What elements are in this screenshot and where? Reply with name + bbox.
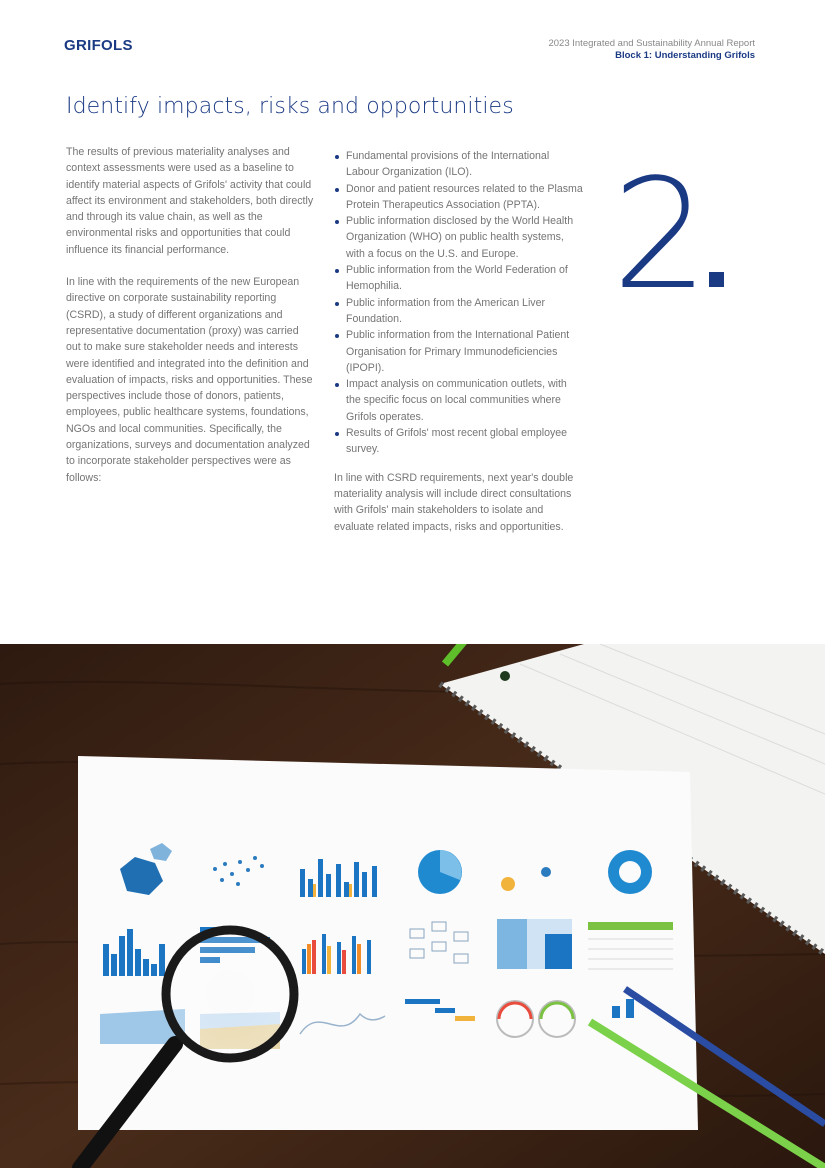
page-title: Identify impacts, risks and opportunities [66, 94, 514, 119]
section-number-digit: 2 [612, 146, 705, 323]
paragraph-csrd: In line with the requirements of the new European directive on corporate sustainability reporting (CSRD), a study of different organizations and representative documentation (proxy) was carried out to make sure stakeholder needs and interests were identified and integrated into the definition and evaluation of impacts, risks and opportunities. These perspectives include those of donors, patients, employees, public healthcare systems, foundations, NGOs and local communities. Specifically, the organizations, surveys and documentation analyzed to incorporate stakeholder perspectives were as follows: [66, 276, 313, 484]
dashboard-photo [0, 644, 825, 1168]
left-column [66, 144, 314, 502]
list-item: Public information from the International Patient Organisation for Primary Immunodeficiencies (IPOPI). [334, 327, 584, 376]
section-number-dot [709, 272, 724, 287]
right-column [334, 148, 584, 551]
report-title: 2023 Integrated and Sustainability Annual Report [548, 38, 755, 49]
list-item: Public information from the World Federation of Hemophilia. [334, 262, 584, 295]
stakeholder-sources-list [334, 148, 584, 458]
list-item: Impact analysis on communication outlets, with the specific focus on local communities where Grifols operates. [334, 376, 584, 425]
block-label: Block 1: Understanding Grifols [615, 50, 755, 61]
paragraph-context: The results of previous materiality analyses and context assessments were used as a baseline to identify material aspects of Grifols' activity that could affect its environment and stakeholders, both directly and through its value chain, as well as the environmental risks and opportunities that could influence its financial performance. [66, 146, 314, 256]
list-item: Donor and patient resources related to the Plasma Protein Therapeutics Association (PPTA). [334, 181, 584, 214]
list-item: Fundamental provisions of the International Labour Organization (ILO). [334, 148, 584, 181]
grifols-logo: GRIFOLS [64, 37, 133, 54]
paragraph-closing: In line with CSRD requirements, next year's double materiality analysis will include direct consultations with Grifols' main stakeholders to isolate and evaluate related impacts, risks and opportunities. [334, 471, 574, 533]
list-item: Public information disclosed by the World Health Organization (WHO) on public health systems, with a focus on the U.S. and Europe. [334, 213, 584, 262]
section-number [612, 146, 724, 323]
list-item: Results of Grifols' most recent global employee survey. [334, 425, 584, 458]
list-item: Public information from the American Liver Foundation. [334, 295, 584, 328]
